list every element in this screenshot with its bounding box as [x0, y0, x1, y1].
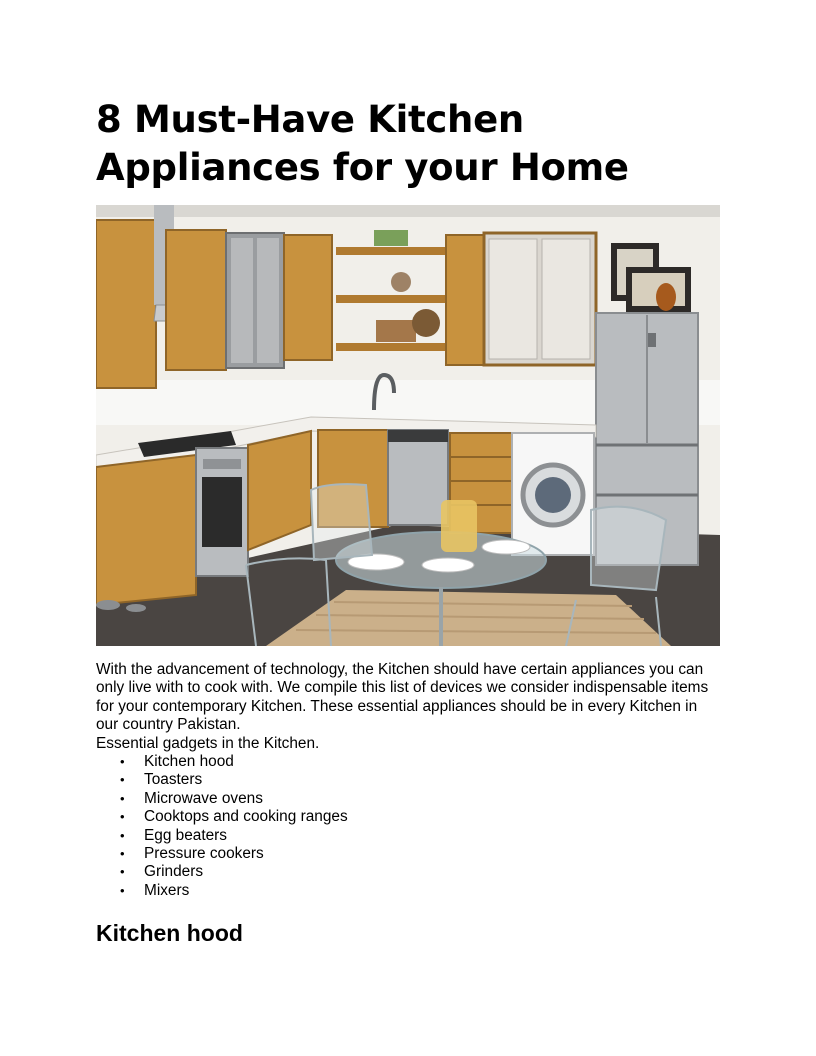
list-item: • Grinders [144, 863, 744, 881]
list-item: • Pressure cookers [144, 845, 744, 863]
list-heading: Essential gadgets in the Kitchen. [96, 734, 320, 752]
list-item: • Cooktops and cooking ranges [144, 808, 744, 826]
list-item: • Kitchen hood [144, 753, 744, 771]
gadget-list [96, 753, 744, 900]
section-heading: Kitchen hood [96, 920, 243, 946]
intro-paragraph [96, 661, 720, 753]
list-item: • Mixers [144, 882, 744, 900]
list-item: • Toasters [144, 771, 744, 789]
intro-text: With the advancement of technology, the Kitchen should have certain appliances you can only live with to cook with. We compile this list of devices we consider indispensable items for your contemporary Kitchen. These essential appliances should be in every Kitchen in our country Pakistan. [96, 661, 709, 734]
page-title: 8 Must-Have Kitchen Appliances for your Home [96, 98, 629, 189]
list-item: • Egg beaters [144, 827, 744, 845]
list-item: • Microwave ovens [144, 790, 744, 808]
kitchen-photo [96, 205, 720, 646]
